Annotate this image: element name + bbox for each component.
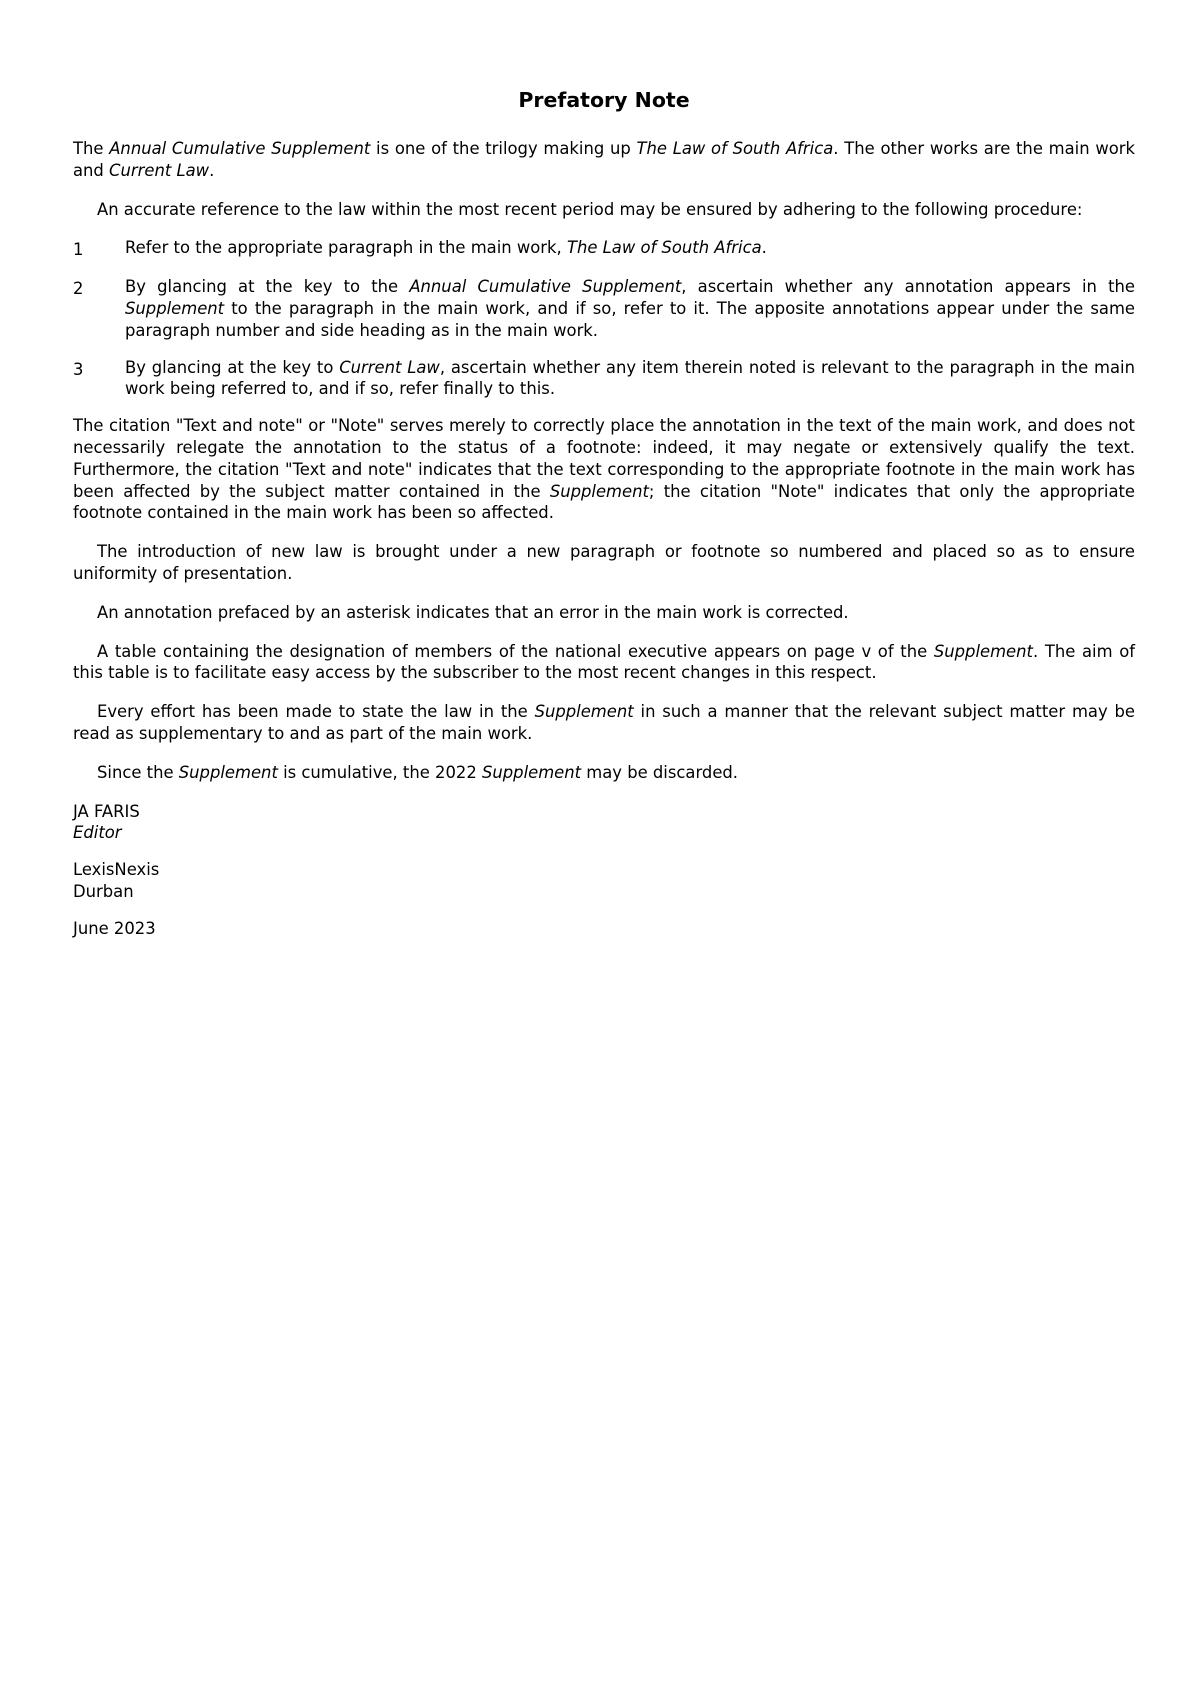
- italic-run: Supplement: [125, 298, 225, 318]
- text-run: in such a manner that the relevant subject matter may be read as supplementary to and as part of the main work.: [73, 702, 1135, 743]
- text-run: . The other works are the main work and: [73, 139, 1135, 180]
- text-run: .: [761, 238, 767, 258]
- paragraph-asterisk: An annotation prefaced by an asterisk indicates that an error in the main work is corrected.: [97, 602, 849, 622]
- italic-run: Current Law: [339, 357, 440, 377]
- italic-run: Supplement: [178, 762, 278, 782]
- text-run: is one of the trilogy making up: [370, 139, 637, 158]
- signature-date: [73, 918, 1135, 940]
- publisher-name: LexisNexis: [73, 860, 160, 880]
- italic-run: Supplement: [933, 641, 1033, 661]
- paragraph-table: [73, 641, 1135, 685]
- paragraph-procedure: An accurate reference to the law within the most recent period may be ensured by adhering to the following procedure:: [97, 199, 1083, 219]
- list-item: [73, 237, 1135, 261]
- list-text: [125, 357, 1135, 401]
- italic-run: Annual Cumulative Supplement: [409, 277, 682, 297]
- text-run: The citation "Text and note" or "Note" serves merely to correctly place the annotation in the text of the main work, and does not necessarily relegate the annotation to the status of a footnote: indeed, it may negate or extensively qualify the text. Furthermore, the citation "Text and note" indicates that the text corresponding to the appropriate footnote in the main work has been affected by the subject matter contained in the: [73, 416, 1135, 501]
- text-run: Refer to the appropriate paragraph in the main work,: [125, 238, 567, 258]
- italic-run: Supplement: [534, 702, 634, 722]
- italic-run: Annual Cumulative Supplement: [109, 139, 371, 158]
- page-title: Prefatory Note: [518, 88, 690, 112]
- text-run: may be discarded.: [581, 762, 739, 782]
- date-text: June 2023: [73, 918, 156, 938]
- text-run: .: [209, 160, 215, 180]
- text-run: By glancing at the key to: [125, 357, 340, 377]
- text-run: , ascertain whether any annotation appears in the: [681, 277, 1135, 297]
- text-run: The: [73, 139, 110, 158]
- text-run: , ascertain whether any item therein noted is relevant to the paragraph in the main work being referred to, and if so, refer finally to this.: [125, 357, 1135, 399]
- paragraph-effort: [73, 701, 1135, 745]
- editor-name: JA FARIS: [73, 801, 140, 821]
- text-run: is cumulative, the 2022: [277, 762, 482, 782]
- list-number: 3: [73, 359, 84, 379]
- italic-run: The Law of South Africa: [566, 238, 762, 258]
- list-text: [125, 237, 1135, 261]
- italic-run: Current Law: [109, 160, 210, 180]
- list-number: 2: [73, 279, 84, 299]
- signature-editor: [73, 801, 1135, 845]
- editor-role: Editor: [73, 823, 122, 843]
- text-run: . The aim of this table is to facilitate easy access by the subscriber to the most recent changes in this respect.: [73, 641, 1135, 683]
- italic-run: Supplement: [481, 762, 582, 782]
- paragraph-cumulative: [73, 762, 1135, 784]
- document-content: [73, 88, 1135, 955]
- text-run: Since the: [97, 762, 179, 782]
- list-item: [73, 276, 1135, 341]
- list-item: [73, 357, 1135, 401]
- text-run: to the paragraph in the main work, and if so, refer to it. The apposite annotations appear under the same paragraph number and side heading as in the main work.: [125, 298, 1135, 340]
- paragraph-new-law: The introduction of new law is brought under a new paragraph or footnote so numbered and placed so as to ensure uniformity of presentation.: [73, 542, 1135, 583]
- text-run: Every effort has been made to state the law in the: [97, 702, 535, 722]
- text-run: By glancing at the key to the: [125, 277, 410, 297]
- signature-publisher: [73, 859, 1135, 903]
- list-number: 1: [73, 240, 84, 260]
- italic-run: The Law of South Africa: [636, 139, 834, 158]
- list-text: [125, 276, 1135, 341]
- publisher-city: Durban: [73, 881, 134, 901]
- text-run: A table containing the designation of members of the national executive appears on page v of the: [97, 641, 934, 661]
- italic-run: Supplement: [549, 481, 649, 501]
- paragraph-citation: [73, 415, 1135, 524]
- text-run: ; the citation "Note" indicates that only the appropriate footnote contained in the main work has been so affected.: [73, 481, 1135, 523]
- paragraph-intro: [73, 138, 1135, 182]
